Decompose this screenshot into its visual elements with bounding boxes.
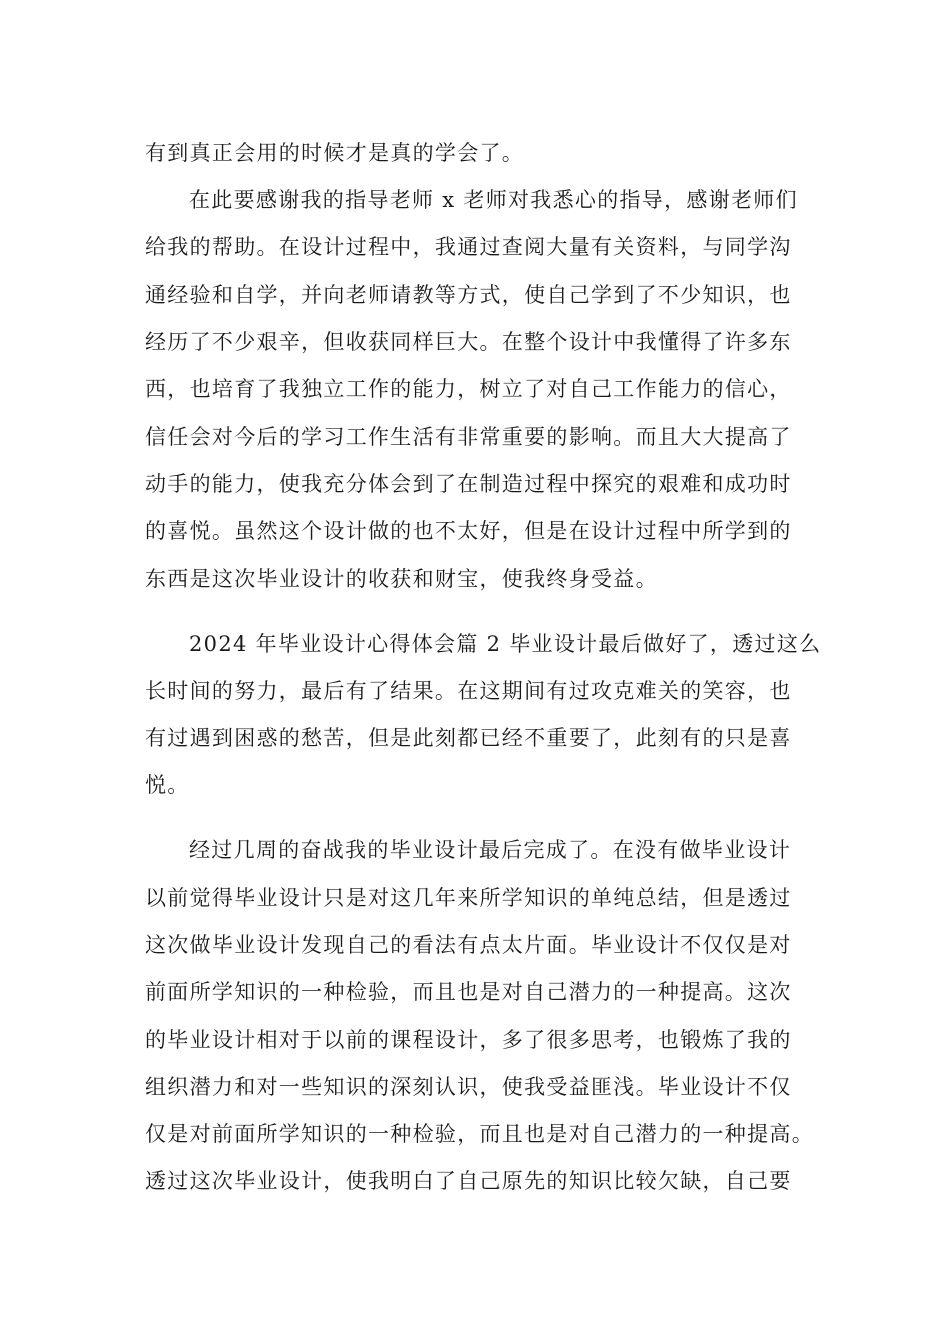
text-line: 给我的帮助。在设计过程中，我通过查阅大量有关资料，与同学沟 <box>145 235 792 259</box>
text-line: 的毕业设计相对于以前的课程设计，多了很多思考，也锻炼了我的 <box>145 1028 792 1052</box>
text-line: 悦。 <box>145 773 190 797</box>
text-line: 以前觉得毕业设计只是对这几年来所学知识的单纯总结，但是透过 <box>145 886 792 910</box>
text-line: 的喜悦。虽然这个设计做的也不太好，但是在设计过程中所学到的 <box>145 519 792 543</box>
paragraph-start-line: 经过几周的奋战我的毕业设计最后完成了。在没有做毕业设计 <box>189 838 792 862</box>
text-line: 经历了不少艰辛，但收获同样巨大。在整个设计中我懂得了许多东 <box>145 330 792 354</box>
text-line: 这次做毕业设计发现自己的看法有点太片面。毕业设计不仅仅是对 <box>145 933 792 957</box>
text-line: 长时间的努力，最后有了结果。在这期间有过攻克难关的笑容，也 <box>145 679 792 703</box>
text-line: 透过这次毕业设计，使我明白了自己原先的知识比较欠缺，自己要 <box>145 1169 792 1193</box>
paragraph-start-line: 在此要感谢我的指导老师 x 老师对我悉心的指导，感谢老师们 <box>189 188 798 212</box>
text-line: 通经验和自学，并向老师请教等方式，使自己学到了不少知识，也 <box>145 283 792 307</box>
text-line: 动手的能力，使我充分体会到了在制造过程中探究的艰难和成功时 <box>145 472 792 496</box>
text-line: 信任会对今后的学习工作生活有非常重要的影响。而且大大提高了 <box>145 425 792 449</box>
text-line: 组织潜力和对一些知识的深刻认识，使我受益匪浅。毕业设计不仅 <box>145 1075 792 1099</box>
paragraph-start-line: 2024 年毕业设计心得体会篇 2 毕业设计最后做好了，透过这么 <box>189 632 822 656</box>
text-line: 仅是对前面所学知识的一种检验，而且也是对自己潜力的一种提高。 <box>145 1122 814 1146</box>
text-line: 西，也培育了我独立工作的能力，树立了对自己工作能力的信心， <box>145 377 792 401</box>
text-line: 前面所学知识的一种检验，而且也是对自己潜力的一种提高。这次 <box>145 980 792 1004</box>
text-line: 有到真正会用的时候才是真的学会了。 <box>145 141 525 165</box>
text-line: 东西是这次毕业设计的收获和财宝，使我终身受益。 <box>145 567 658 591</box>
text-line: 有过遇到困惑的愁苦，但是此刻都已经不重要了，此刻有的只是喜 <box>145 726 792 750</box>
